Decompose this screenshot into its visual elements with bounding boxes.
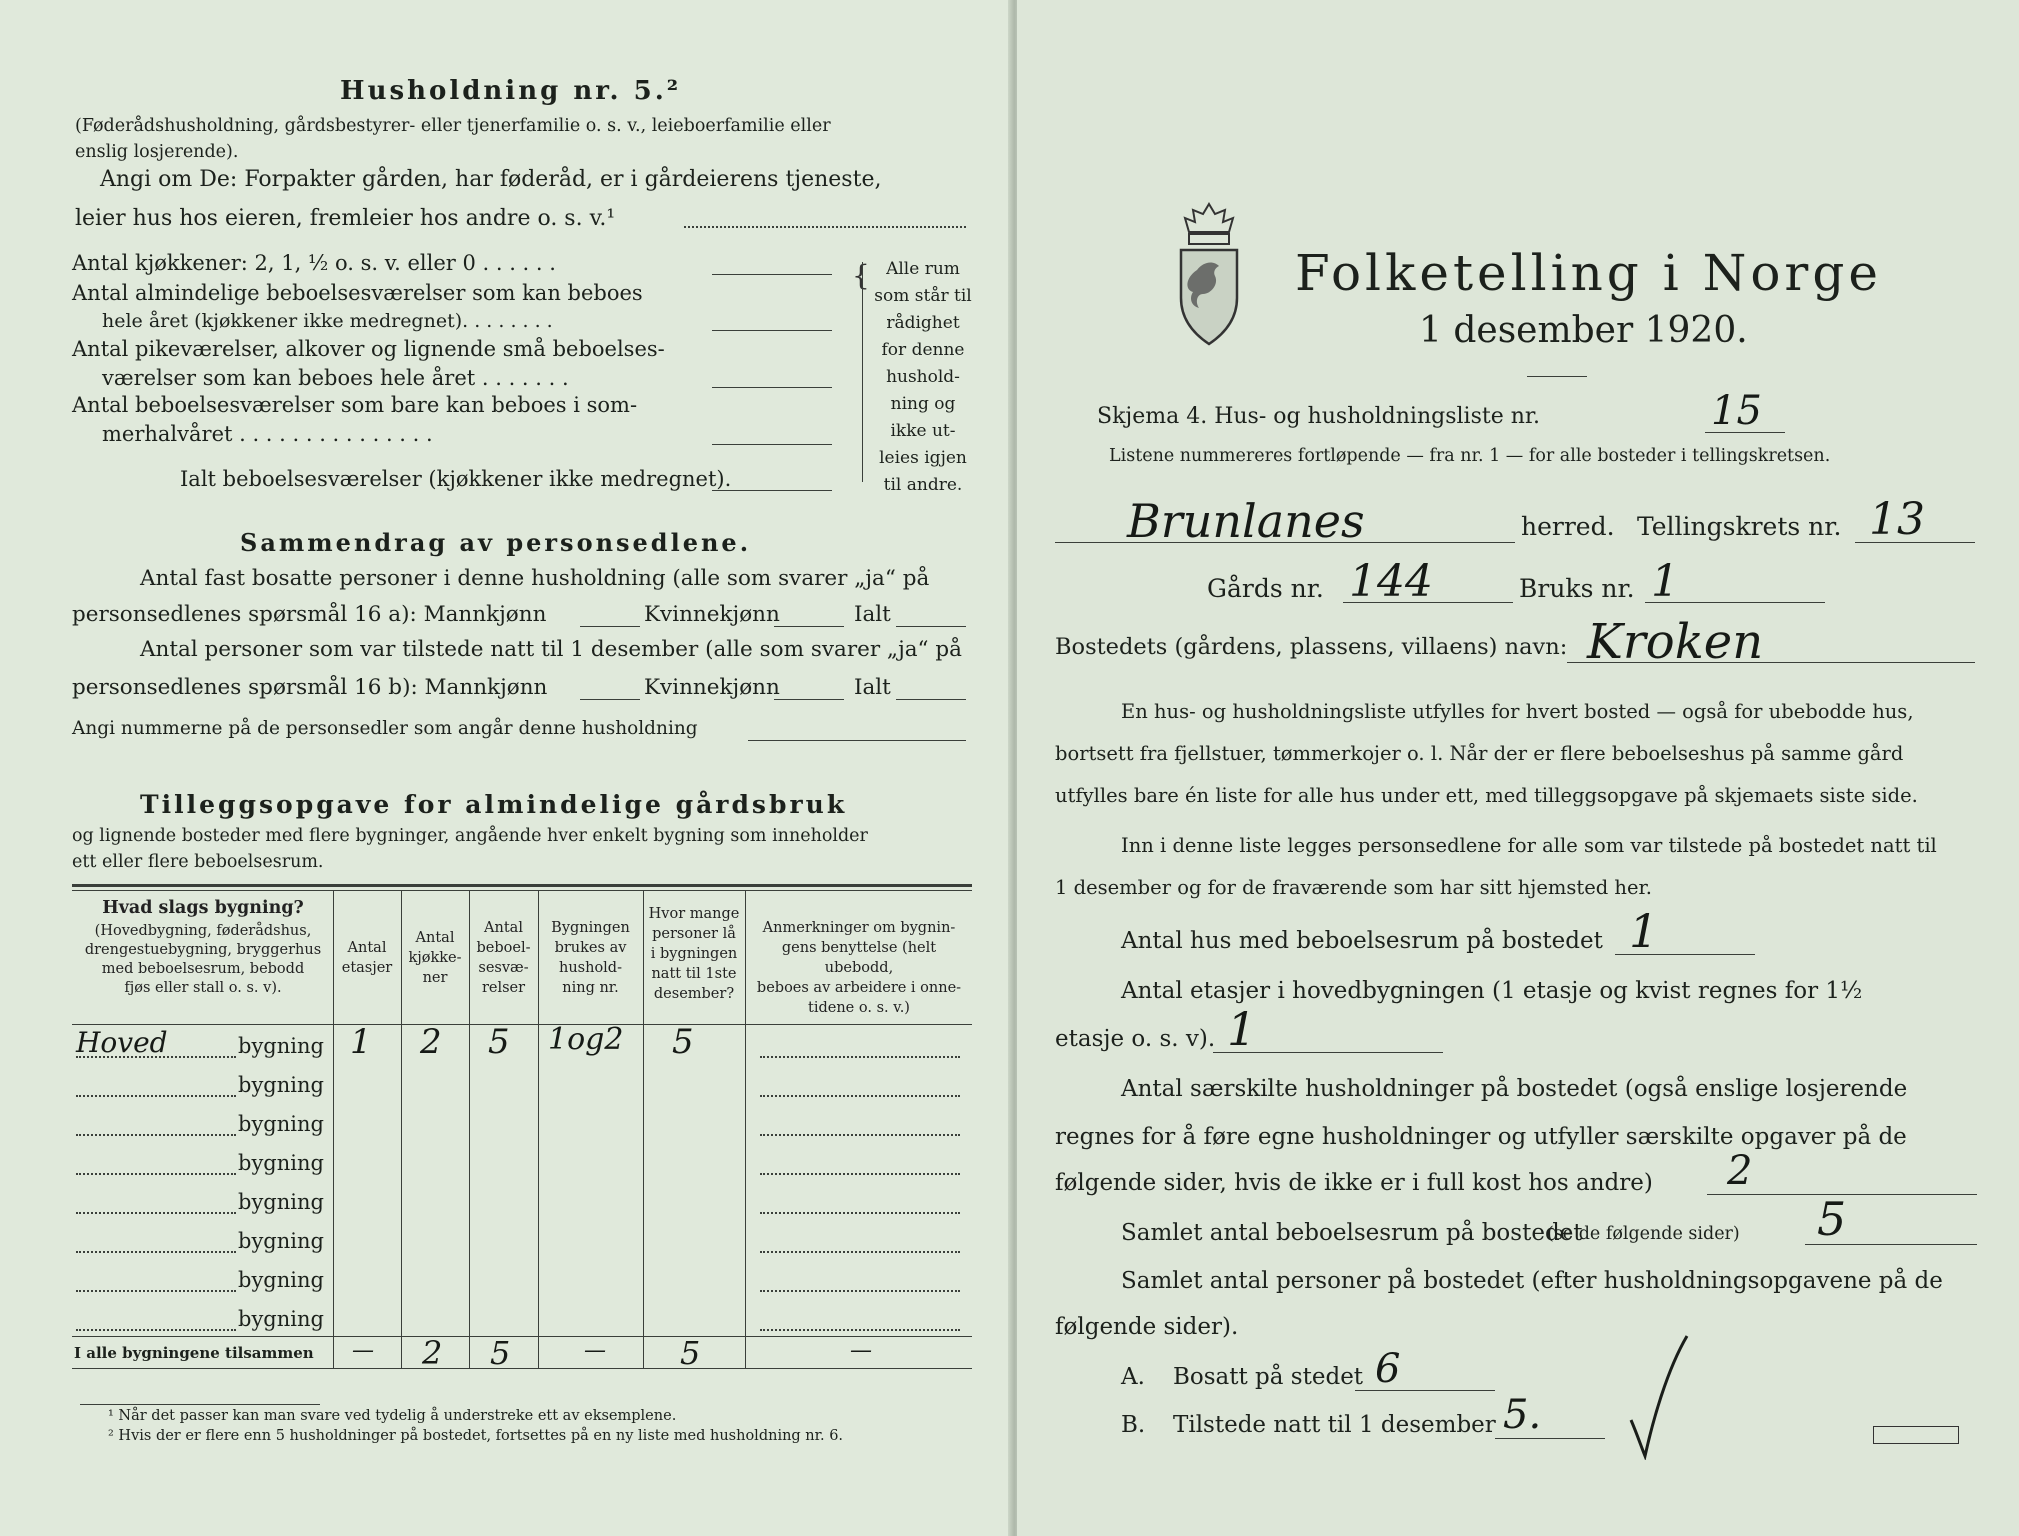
side-note-line: som står til	[874, 286, 972, 306]
q-households-line-2: regnes for å føre egne husholdninger og utfyller særskilte opgaver på de	[1055, 1124, 1907, 1150]
skjema-nr: 15	[1711, 388, 1762, 434]
skjema-label: Skjema 4. Hus- og husholdningsliste nr.	[1097, 404, 1540, 429]
col-header-rooms: Antal beboel- sesvæ- relser	[476, 920, 531, 996]
col-header-household: Bygningen brukes av hushold- ning nr.	[551, 920, 630, 996]
male-line-1	[580, 626, 640, 627]
krets-value: 13	[1869, 494, 1925, 545]
numbering-note: Listene nummereres fortløpende — fra nr. 1 — for alle bosteder i tellingskretsen.	[1109, 446, 1831, 466]
bruks-value: 1	[1651, 556, 1679, 607]
col-header-persons: Hvor mange personer lå i bygningen natt til 1ste desember?	[648, 906, 740, 1002]
right-page	[1017, 0, 2019, 1536]
col-header-remarks: Anmerkninger om bygnin- gens benyttelse (helt ubebodd, beboes av arbeidere i onne- tidene o. s. v.)	[756, 920, 962, 1016]
angi-line-1: Angi om De: Forpakter gården, har føderåd, er i gårdeierens tjeneste,	[100, 167, 882, 192]
rooms-ordinary-2: hele året (kjøkkener ikke medregnet). . . . . . . .	[102, 310, 553, 332]
cell-personer: 5	[672, 1022, 694, 1062]
numbers-line	[748, 740, 966, 741]
instructions-line-3: utfylles bare én liste for alle hus under ett, med tilleggsopgave på skjemaets siste side.	[1055, 784, 1918, 807]
angi-line-2: leier hus hos eieren, fremleier hos andre o. s. v.¹	[75, 206, 616, 231]
q-rooms-value: 5	[1817, 1192, 1847, 1246]
q-rooms-note: (se de følgende sider)	[1547, 1224, 1740, 1244]
col-header-building-desc: (Hovedbygning, føderådshus, drengestuebygning, bryggerhus med beboelsesrum, bebodd fjøs eller stall o. s. v).	[84, 923, 322, 996]
q-rooms-label: Samlet antal beboelsesrum på bostedet	[1121, 1220, 1583, 1246]
q-b-text: Tilstede natt til 1 desember	[1173, 1412, 1496, 1438]
instructions-line-2: bortsett fra fjellstuer, tømmerkojer o. l. Når der er flere beboelseshus på samme gård	[1055, 742, 1904, 765]
building-type-line	[76, 1329, 236, 1331]
brace-line	[862, 262, 863, 482]
q-b-answer-line	[1495, 1438, 1605, 1439]
side-note-line: ikke ut-	[890, 421, 956, 441]
total-floors: —	[352, 1338, 374, 1363]
total-row-label: I alle bygningene tilsammen	[74, 1344, 314, 1362]
q-a-value: 6	[1375, 1346, 1401, 1392]
building-type-line	[76, 1095, 236, 1097]
total-top-rule	[72, 1336, 972, 1337]
side-note-line: for denne	[881, 340, 965, 360]
cell-husholdning: 1og2	[548, 1022, 624, 1057]
female-line-1	[774, 626, 844, 627]
rooms-small-1: Antal pikeværelser, alkover og lignende små beboelses-	[72, 337, 665, 361]
footnote-2: ² Hvis der er flere enn 5 husholdninger på bostedet, fortsettes på en ny liste med husholdning nr. 6.	[108, 1428, 844, 1444]
cell-kjokkener: 2	[420, 1022, 442, 1062]
rooms-total-label: Ialt beboelsesværelser (kjøkkener ikke medregnet).	[180, 467, 732, 491]
supplement-title: Tilleggsopgave for almindelige gårdsbruk	[140, 790, 848, 819]
total-household: —	[584, 1338, 606, 1363]
side-note-line: hushold-	[886, 367, 960, 387]
rooms-small-2: værelser som kan beboes hele året . . . . . . .	[102, 366, 569, 390]
rooms-summer-1: Antal beboelsesværelser som bare kan beboes i som-	[72, 393, 638, 417]
q-a-label: A.	[1121, 1364, 1145, 1390]
remarks-line	[760, 1251, 960, 1253]
title-rule	[1527, 376, 1587, 377]
summary-title: Sammendrag av personsedlene.	[240, 528, 752, 557]
remarks-line	[760, 1095, 960, 1097]
bruks-label: Bruks nr.	[1519, 574, 1635, 603]
building-type-line	[76, 1290, 236, 1292]
male-line-2	[580, 699, 640, 700]
rooms-summer-2: merhalvåret . . . . . . . . . . . . . . .	[102, 422, 433, 446]
summary-line-1: Antal fast bosatte personer i denne husholdning (alle som svarer „ja“ på	[140, 566, 930, 591]
cell-vaerelser: 5	[488, 1022, 510, 1062]
remarks-line	[760, 1173, 960, 1175]
census-date: 1 desember 1920.	[1419, 310, 1748, 351]
summary-line-4: personsedlenes spørsmål 16 b): Mannkjønn	[72, 675, 548, 700]
side-note-line: rådighet	[886, 313, 960, 333]
gards-value: 144	[1349, 556, 1433, 607]
intro-line-2: enslig losjerende).	[75, 142, 239, 162]
bosted-value: Kroken	[1587, 614, 1764, 670]
total-rooms: 5	[490, 1334, 511, 1372]
q-persons-line-2: følgende sider).	[1055, 1314, 1239, 1340]
side-note-line: ning og	[890, 394, 956, 414]
total-remarks: —	[850, 1338, 872, 1363]
check-mark-icon	[1623, 1330, 1693, 1460]
total-label-1: Ialt	[854, 602, 891, 627]
rooms-kitchens: Antal kjøkkener: 2, 1, ½ o. s. v. eller 0 . . . . . .	[72, 251, 556, 275]
table-top-rule	[72, 884, 972, 887]
answer-line-3	[712, 387, 832, 388]
q-floors-value: 1	[1227, 1002, 1257, 1056]
col-header-floors: Antal etasjer	[341, 940, 393, 976]
side-note-line: leies igjen	[879, 448, 967, 468]
summary-numbers-label: Angi nummerne på de personsedler som angår denne husholdning	[72, 718, 698, 739]
remarks-line	[760, 1290, 960, 1292]
q-houses-value: 1	[1629, 904, 1659, 958]
building-label: bygning	[238, 1190, 324, 1214]
answer-line-4	[712, 444, 832, 445]
printer-stamp	[1873, 1426, 1959, 1444]
q-floors-line-2: etasje o. s. v).	[1055, 1026, 1216, 1052]
female-label-1: Kvinnekjønn	[644, 602, 780, 627]
remarks-line	[760, 1056, 960, 1058]
cell-etasjer: 1	[350, 1022, 372, 1062]
col-header-kitchens: Antal kjøkke- ner	[408, 930, 462, 986]
answer-line-total	[712, 490, 832, 491]
q-households-value: 2	[1727, 1148, 1753, 1194]
q-a-text: Bosatt på stedet	[1173, 1364, 1364, 1390]
building-type-line	[76, 1212, 236, 1214]
building-label: bygning	[238, 1073, 324, 1097]
rooms-ordinary-1: Antal almindelige beboelsesværelser som kan beboes	[72, 281, 643, 305]
household-title: Husholdning nr. 5.²	[340, 76, 682, 106]
census-title: Folketelling i Norge	[1295, 244, 1882, 302]
q-persons-line-1: Samlet antal personer på bostedet (efter husholdningsopgavene på de	[1121, 1268, 1943, 1294]
total-kitchens: 2	[422, 1334, 443, 1372]
total-persons: 5	[680, 1334, 701, 1372]
side-note-line: Alle rum	[886, 259, 960, 279]
coat-of-arms-icon	[1169, 200, 1249, 350]
instructions-line-1: En hus- og husholdningsliste utfylles for hvert bosted — også for ubebodde hus,	[1121, 700, 1914, 723]
building-label: bygning	[238, 1229, 324, 1253]
q-floors-line-1: Antal etasjer i hovedbygningen (1 etasje og kvist regnes for 1½	[1121, 978, 1863, 1004]
q-households-line-3: følgende sider, hvis de ikke er i full kost hos andre)	[1055, 1170, 1653, 1196]
answer-line-2	[712, 330, 832, 331]
instructions-line-5: 1 desember og for de fraværende som har sitt hjemsted her.	[1055, 876, 1652, 899]
header-bottom-rule	[72, 1024, 972, 1025]
instructions-line-4: Inn i denne liste legges personsedlene for alle som var tilstede på bostedet natt til	[1121, 834, 1937, 857]
q-b-label: B.	[1121, 1412, 1146, 1438]
q-houses-label: Antal hus med beboelsesrum på bostedet	[1121, 928, 1603, 954]
angi-answer-line	[684, 226, 966, 228]
building-type-line	[76, 1251, 236, 1253]
total-line-2	[896, 699, 966, 700]
total-label-2: Ialt	[854, 675, 891, 700]
q-b-value: 5.	[1503, 1392, 1542, 1438]
table-top-rule-2	[72, 890, 972, 891]
summary-line-3: Antal personer som var tilstede natt til 1 desember (alle som svarer „ja“ på	[140, 637, 962, 662]
total-line-1	[896, 626, 966, 627]
intro-line-1: (Føderådshusholdning, gårdsbestyrer- eller tjenerfamilie o. s. v., leieboerfamilie eller	[75, 116, 831, 136]
col-header-building: Hvad slags bygning?	[102, 898, 304, 918]
building-type-prefix: Hoved	[76, 1026, 168, 1059]
building-type-line	[76, 1134, 236, 1136]
side-note-line: til andre.	[883, 475, 963, 495]
footnote-1: ¹ Når det passer kan man svare ved tydelig å understreke ett av eksemplene.	[108, 1408, 677, 1424]
q-households-line-1: Antal særskilte husholdninger på bostedet (også enslige losjerende	[1121, 1076, 1908, 1102]
remarks-line	[760, 1212, 960, 1214]
krets-label: Tellingskrets nr.	[1637, 512, 1842, 541]
bosted-label: Bostedets (gårdens, plassens, villaens) navn:	[1055, 634, 1568, 660]
gards-label: Gårds nr.	[1207, 574, 1324, 603]
summary-line-2: personsedlenes spørsmål 16 a): Mannkjønn	[72, 602, 547, 627]
footnote-rule	[80, 1404, 320, 1405]
remarks-line	[760, 1329, 960, 1331]
female-line-2	[774, 699, 844, 700]
remarks-line	[760, 1134, 960, 1136]
building-label: bygning	[238, 1307, 324, 1331]
building-label: bygning	[238, 1034, 324, 1058]
building-label: bygning	[238, 1151, 324, 1175]
brace-icon: {	[852, 259, 870, 292]
supplement-intro-2: ett eller flere beboelsesrum.	[72, 852, 324, 872]
building-type-line	[76, 1173, 236, 1175]
female-label-2: Kvinnekjønn	[644, 675, 780, 700]
table-bottom-rule	[72, 1368, 972, 1369]
side-note	[868, 256, 978, 499]
building-label: bygning	[238, 1268, 324, 1292]
herred-label: herred.	[1521, 512, 1615, 541]
supplement-intro-1: og lignende bosteder med flere bygninger, angående hver enkelt bygning som inneholder	[72, 826, 868, 846]
building-label: bygning	[238, 1112, 324, 1136]
herred-value: Brunlanes	[1127, 494, 1365, 548]
building-type-line	[76, 1056, 236, 1058]
answer-line-1	[712, 274, 832, 275]
